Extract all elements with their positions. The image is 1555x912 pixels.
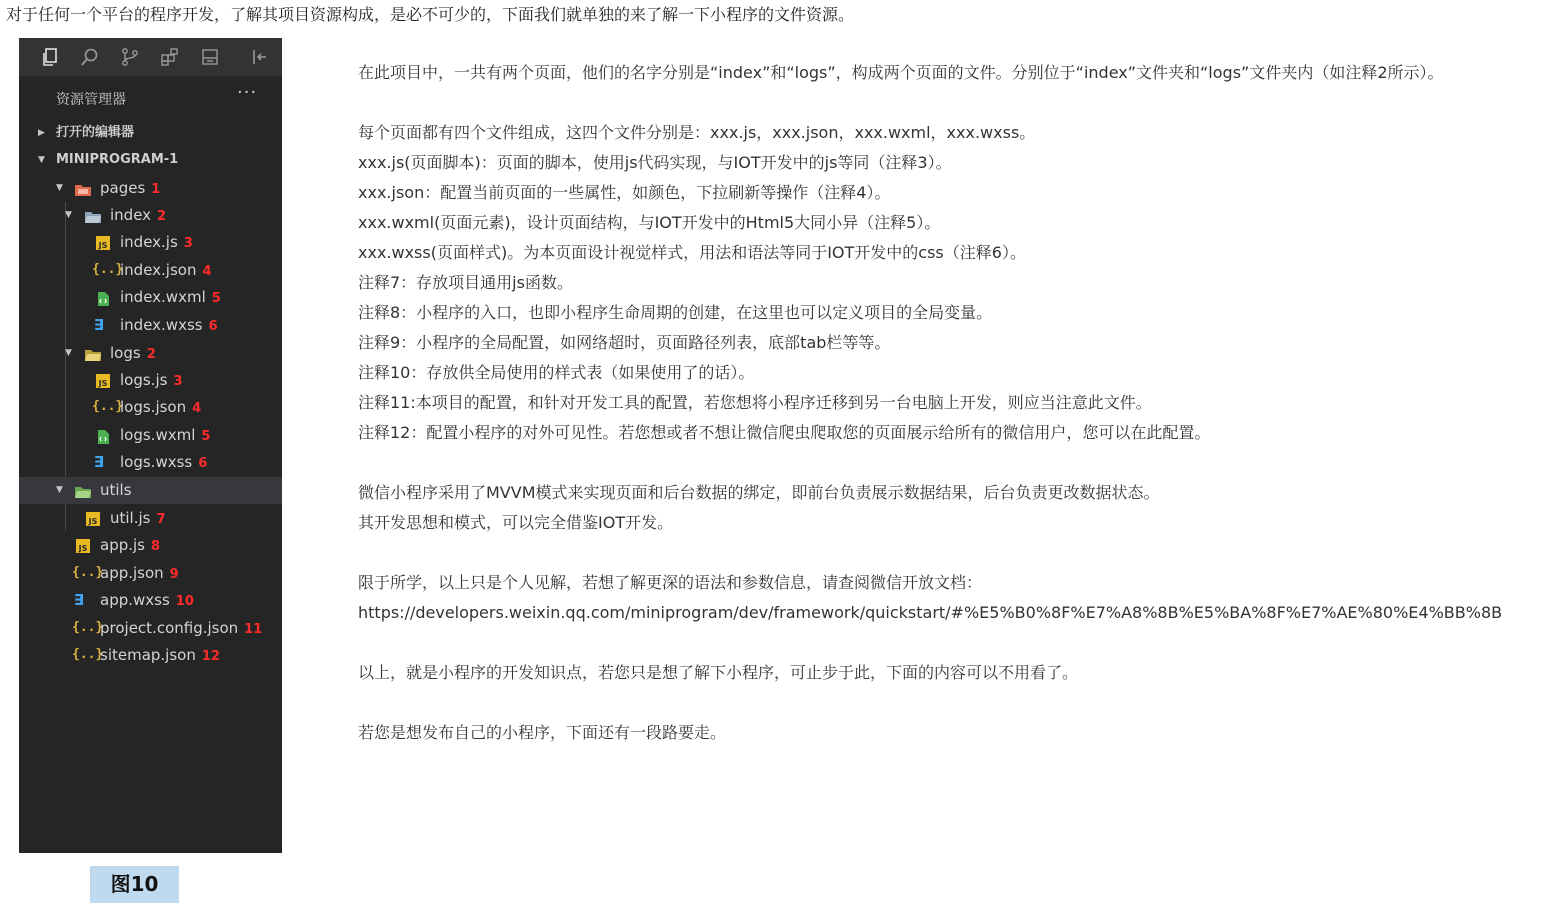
article-content — [358, 58, 1548, 748]
tree-file-logs-wxml[interactable] — [19, 422, 282, 449]
more-actions-icon[interactable]: ··· — [237, 82, 258, 103]
paragraph: 注释11:本项目的配置，和针对开发工具的配置，若您想将小程序迁移到另一台电脑上开发，则应当注意此文件。 — [358, 393, 1152, 412]
activity-bar — [19, 38, 282, 76]
debug-icon[interactable] — [200, 47, 220, 67]
chevron-down-icon: ▼ — [38, 155, 45, 165]
section-open-editors[interactable] — [19, 120, 282, 146]
paragraph: xxx.js(页面脚本)：页面的脚本，使用js代码实现，与IOT开发中的js等同（注释3）。 — [358, 153, 952, 172]
paragraph: 若您是想发布自己的小程序，下面还有一段路要走。 — [358, 723, 727, 742]
js-file-icon: JS — [86, 512, 100, 526]
folder-open-icon — [74, 482, 92, 498]
paragraph: 以上，就是小程序的开发知识点，若您只是想了解下小程序，可止步于此，下面的内容可以不用看了。 — [358, 663, 1079, 682]
tree-file-project-config-json[interactable] — [19, 615, 282, 642]
paragraph: 注释7：存放项目通用js函数。 — [358, 273, 573, 292]
intro-text: 对于任何一个平台的程序开发，了解其项目资源构成，是必不可少的，下面我们就单独的来了解一下小程序的文件资源。 — [6, 5, 855, 24]
tree-item-label: logs.js — [120, 371, 168, 389]
paragraph: 注释12：配置小程序的对外可见性。若您想或者不想让微信爬虫爬取您的页面展示给所有的微信用户，您可以在此配置。 — [358, 423, 1211, 442]
section-project[interactable] — [19, 147, 282, 173]
wxml-file-icon — [95, 289, 113, 305]
tree-item-label: logs.wxss — [120, 453, 193, 471]
paragraph: xxx.json：配置当前页面的一些属性，如颜色，下拉刷新等操作（注释4）。 — [358, 183, 891, 202]
annotation-number: 6 — [198, 456, 208, 471]
folder-open-icon — [74, 180, 92, 196]
tree-item-label: utils — [100, 481, 132, 499]
chevron-down-icon: ▼ — [56, 485, 63, 495]
tree-item-label: app.js — [100, 536, 145, 554]
tree-folder-pages[interactable] — [19, 175, 282, 202]
chevron-down-icon: ▼ — [65, 348, 72, 358]
json-file-icon: {..} — [72, 647, 104, 662]
annotation-number: 10 — [175, 594, 194, 609]
tree-folder-logs[interactable] — [19, 340, 282, 367]
paragraph: 每个页面都有四个文件组成，这四个文件分别是：xxx.js，xxx.json，xxx.wxml，xxx.wxss。 — [358, 123, 1036, 142]
chevron-right-icon: ▶ — [38, 128, 45, 138]
tree-folder-utils[interactable] — [19, 477, 282, 504]
tree-item-label: logs.json — [120, 398, 187, 416]
tree-item-label: logs.wxml — [120, 426, 196, 444]
paragraph: 注释9：小程序的全局配置，如网络超时，页面路径列表，底部tab栏等等。 — [358, 333, 891, 352]
explorer-panel — [19, 38, 282, 853]
source-control-icon[interactable] — [120, 47, 140, 67]
paragraph: 注释10：存放供全局使用的样式表（如果使用了的话）。 — [358, 363, 755, 382]
annotation-number: 2 — [157, 209, 167, 224]
tree-file-index-wxml[interactable] — [19, 284, 282, 311]
wxml-file-icon — [95, 427, 113, 443]
paragraph: 注释8：小程序的入口，也即小程序生命周期的创建，在这里也可以定义项目的全局变量。 — [358, 303, 993, 322]
section-label: 打开的编辑器 — [56, 125, 135, 140]
tree-file-logs-wxss[interactable] — [19, 449, 282, 476]
files-icon[interactable] — [40, 47, 60, 67]
tree-file-app-js[interactable] — [19, 532, 282, 559]
json-file-icon: {..} — [92, 399, 124, 414]
css-file-icon: ∃ — [74, 591, 85, 609]
json-file-icon: {..} — [72, 565, 104, 580]
tree-item-label: project.config.json — [100, 619, 239, 637]
annotation-number: 4 — [192, 401, 202, 416]
folder-open-icon — [84, 207, 102, 223]
json-file-icon: {..} — [72, 620, 104, 635]
tree-item-label: pages — [100, 179, 146, 197]
chevron-down-icon: ▼ — [56, 183, 63, 193]
tree-item-label: index.json — [120, 261, 197, 279]
extensions-icon[interactable] — [160, 47, 180, 67]
figure-caption: 图10 — [90, 866, 179, 903]
annotation-number: 7 — [156, 512, 166, 527]
annotation-number: 9 — [169, 567, 179, 582]
paragraph: 微信小程序采用了MVVM模式来实现页面和后台数据的绑定，即前台负责展示数据结果，后台负责更改数据状态。 — [358, 483, 1160, 502]
tree-file-index-js[interactable] — [19, 229, 282, 256]
annotation-number: 5 — [211, 291, 221, 306]
css-file-icon: ∃ — [94, 316, 105, 334]
paragraph: xxx.wxml(页面元素)，设计页面结构，与IOT开发中的Html5大同小异（注释5）。 — [358, 213, 941, 232]
tree-item-label: index.wxml — [120, 288, 206, 306]
paragraph: xxx.wxss(页面样式)。为本页面设计视觉样式，用法和语法等同于IOT开发中的css（注释6）。 — [358, 243, 1026, 262]
annotation-number: 5 — [201, 429, 211, 444]
annotation-number: 2 — [146, 347, 156, 362]
paragraph: 限于所学，以上只是个人见解，若想了解更深的语法和参数信息，请查阅微信开放文档： — [358, 573, 983, 592]
paragraph: 其开发思想和模式，可以完全借鉴IOT开发。 — [358, 513, 674, 532]
annotation-number: 1 — [151, 182, 161, 197]
tree-item-label: index.js — [120, 233, 178, 251]
tree-item-label: logs — [110, 344, 141, 362]
tree-file-util-js[interactable] — [19, 505, 282, 532]
annotation-number: 6 — [208, 319, 218, 334]
tree-file-index-wxss[interactable] — [19, 312, 282, 339]
chevron-down-icon: ▼ — [65, 210, 72, 220]
tree-file-app-json[interactable] — [19, 560, 282, 587]
tree-file-logs-json[interactable] — [19, 394, 282, 421]
tree-item-label: sitemap.json — [100, 646, 196, 664]
tree-item-label: util.js — [110, 509, 151, 527]
folder-open-icon — [84, 345, 102, 361]
tree-folder-index[interactable] — [19, 202, 282, 229]
annotation-number: 3 — [183, 236, 193, 251]
js-file-icon: JS — [96, 236, 110, 250]
annotation-number: 12 — [201, 649, 220, 664]
annotation-number: 3 — [173, 374, 183, 389]
tree-file-app-wxss[interactable] — [19, 587, 282, 614]
explorer-title: 资源管理器 — [56, 92, 126, 108]
annotation-number: 11 — [244, 622, 263, 637]
tree-item-label: index — [110, 206, 152, 224]
section-label: MINIPROGRAM-1 — [56, 152, 179, 167]
tree-file-sitemap-json[interactable] — [19, 642, 282, 669]
search-icon[interactable] — [80, 47, 100, 67]
tree-item-label: index.wxss — [120, 316, 203, 334]
tree-item-label: app.wxss — [100, 591, 170, 609]
tree-file-index-json[interactable] — [19, 257, 282, 284]
collapse-icon[interactable] — [250, 47, 270, 67]
annotation-number: 4 — [202, 264, 212, 279]
js-file-icon: JS — [76, 539, 90, 553]
js-file-icon: JS — [96, 374, 110, 388]
json-file-icon: {..} — [92, 262, 124, 277]
tree-file-logs-js[interactable] — [19, 367, 282, 394]
annotation-number: 8 — [151, 539, 161, 554]
css-file-icon: ∃ — [94, 453, 105, 471]
paragraph: 在此项目中，一共有两个页面，他们的名字分别是“index”和“logs”，构成两个页面的文件。分别位于“index”文件夹和“logs”文件夹内（如注释2所示）。 — [358, 63, 1444, 82]
tree-item-label: app.json — [100, 564, 164, 582]
docs-link[interactable]: https://developers.weixin.qq.com/miniprogram/dev/framework/quickstart/#%E5%B0%8F%E7%A8%8B%E5%BA%8F%E7%AE%80%E4%BB%8B — [358, 603, 1503, 622]
